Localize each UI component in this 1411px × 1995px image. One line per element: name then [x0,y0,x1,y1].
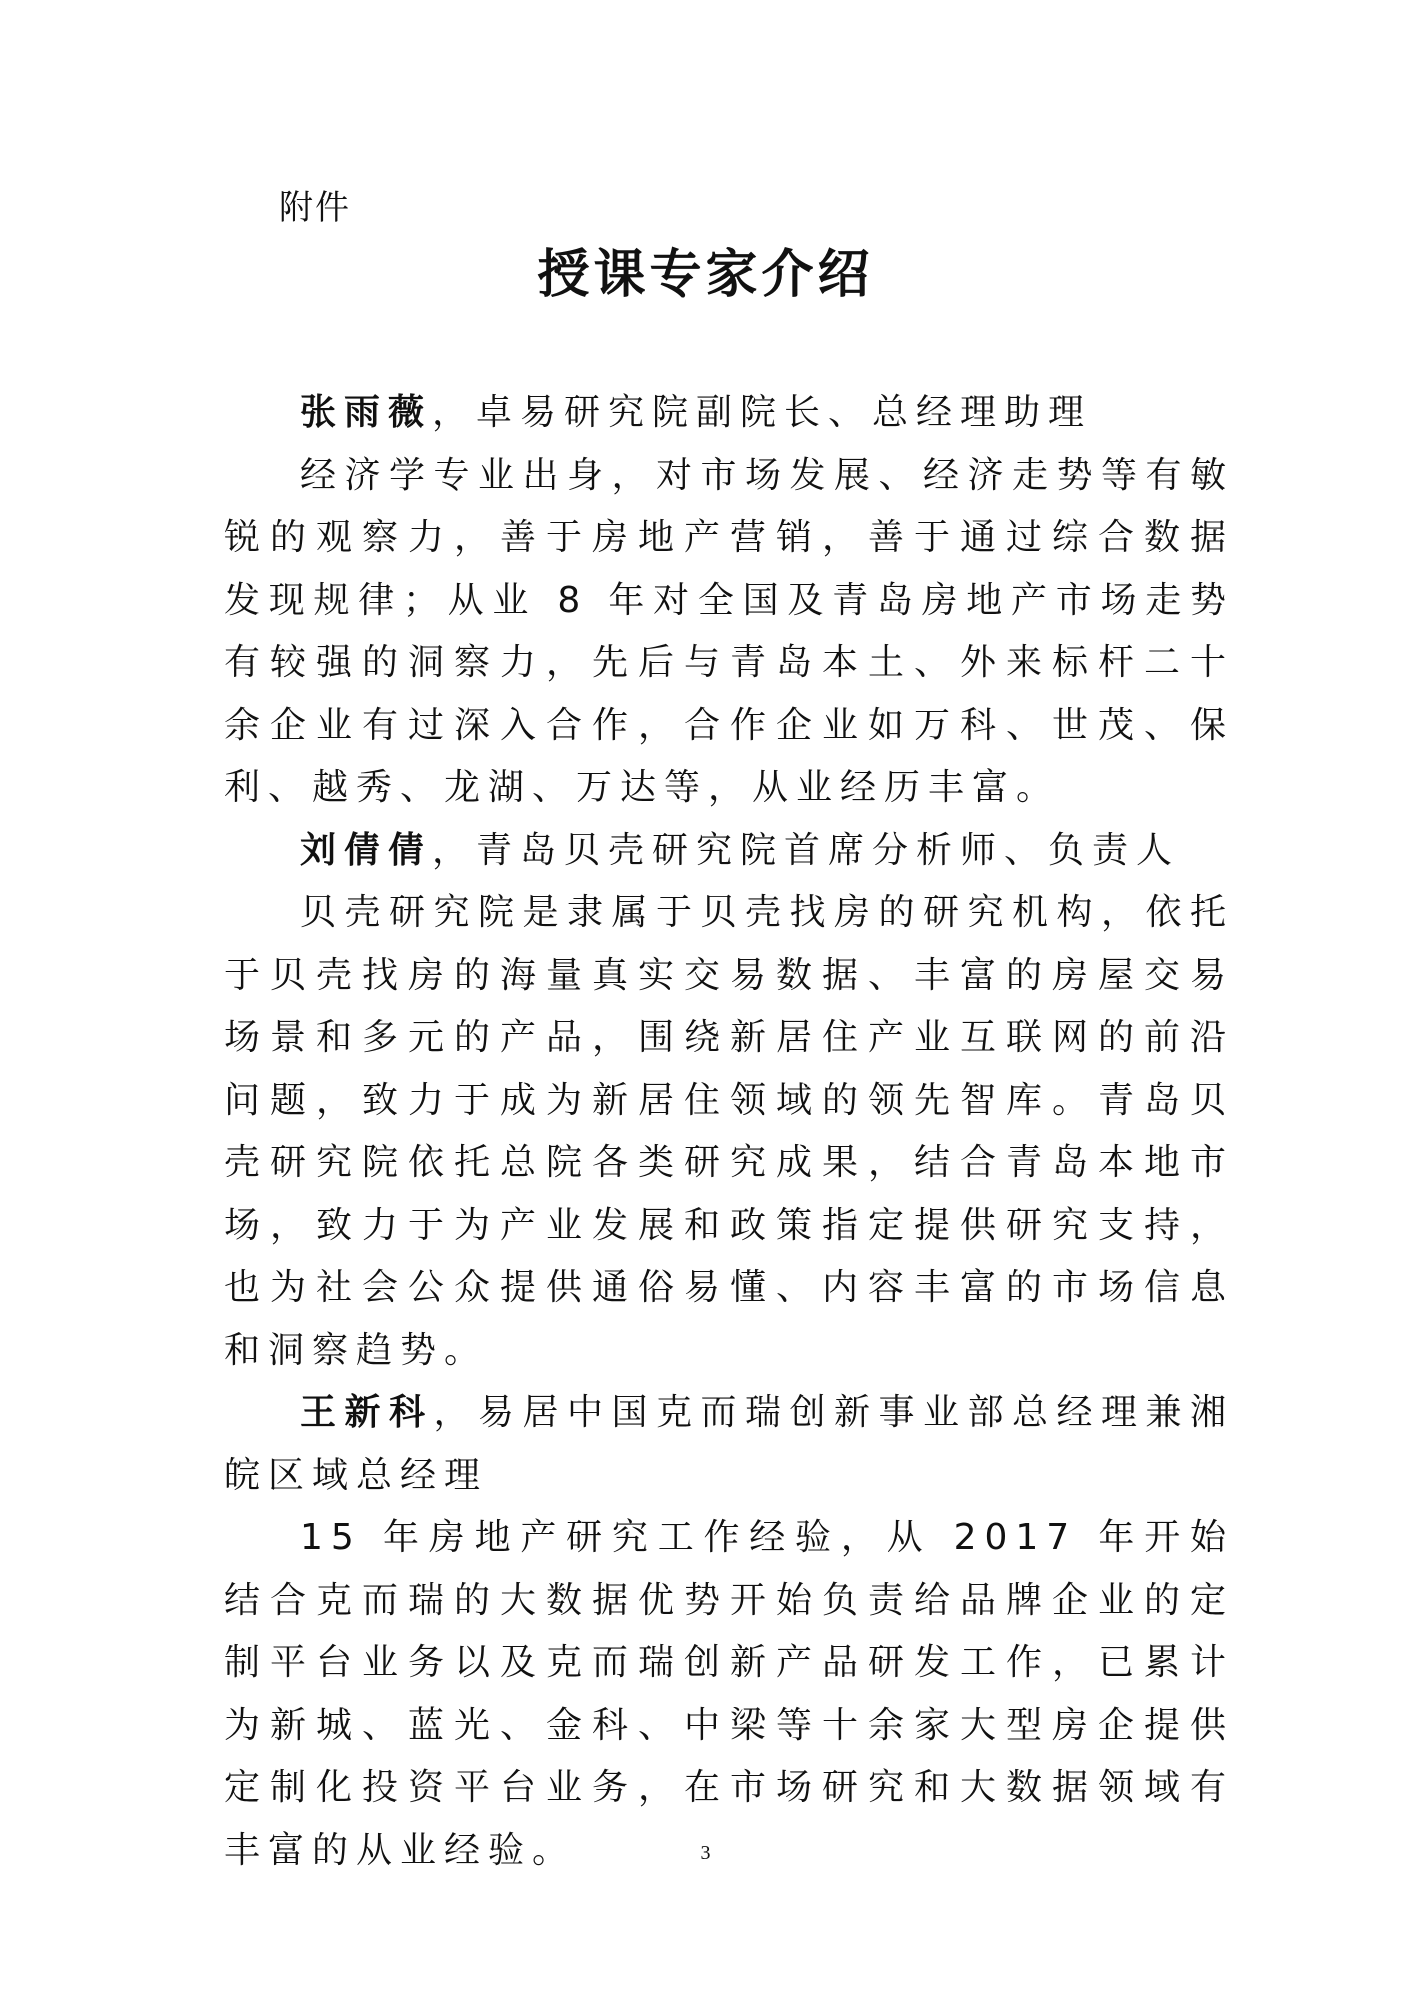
expert-role: ，卓易研究院副院长、总经理助理 [432,392,1093,433]
expert-name: 张雨薇 [300,392,433,433]
expert-role: ，青岛贝壳研究院首席分析师、负责人 [432,829,1181,871]
document-body [224,382,1234,1882]
expert-name: 王新科 [300,1392,434,1433]
page-title: 授课专家介绍 [537,245,874,305]
expert-bio: 15 年房地产研究工作经验，从 2017 年开始结合克而瑞的大数据优势开始负责给品牌企业的定制平台业务以及克而瑞创新产品研发工作，已累计为新城、蓝光、金科、中梁等十余家大型房企提供定制化投资平台业务，在市场研究和大数据领域有丰富的从业经验。 [224,1517,1234,1871]
page-number: 3 [700,1842,711,1864]
expert-bio: 经济学专业出身，对市场发展、经济走势等有敏锐的观察力，善于房地产营销，善于通过综合数据发现规律；从业 8 年对全国及青岛房地产市场走势有较强的洞察力，先后与青岛本土、外来标杆二十余企业有过深入合作，合作企业如万科、世茂、保利、越秀、龙湖、万达等，从业经历丰富。 [224,454,1234,808]
expert-name: 刘倩倩 [300,829,433,871]
attachment-label: 附件 [279,188,351,228]
expert-heading [224,1382,1234,1507]
expert-role: ，易居中国克而瑞创新事业部总经理兼湘皖区域总经理 [224,1392,1234,1496]
expert-heading [224,820,1234,883]
expert-heading [224,382,1234,445]
expert-bio: 贝壳研究院是隶属于贝壳找房的研究机构，依托于贝壳找房的海量真实交易数据、丰富的房屋交易场景和多元的产品，围绕新居住产业互联网的前沿问题，致力于成为新居住领域的领先智库。青岛贝壳研究院依托总院各类研究成果，结合青岛本地市场，致力于为产业发展和政策指定提供研究支持，也为社会公众提供通俗易懂、内容丰富的市场信息和洞察趋势。 [224,892,1234,1371]
